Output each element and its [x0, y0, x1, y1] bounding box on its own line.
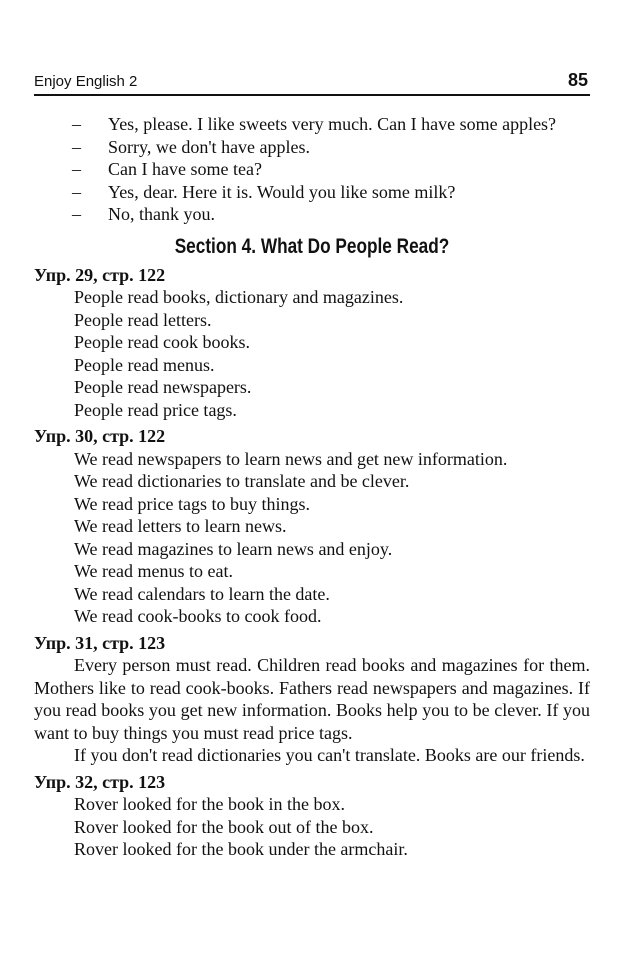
- dialogue-line: [34, 203, 590, 226]
- dialogue-text: No, thank you.: [108, 204, 215, 224]
- dialogue-dash: –: [72, 136, 81, 157]
- dialogue-text: Sorry, we don't have apples.: [108, 136, 311, 157]
- exercise-29-line: People read newspapers.: [74, 377, 252, 397]
- page-number: 85: [567, 70, 588, 90]
- exercise-29-line: People read books, dictionary and magazines.: [74, 287, 404, 307]
- exercise-31-paragraph: Every person must read. Children read books and magazines for them. Mothers like to read cook-books. Fathers read newspapers and magazines. If you read books you get new information. Books help you to be clever. If you want to buy things you must read price tags.: [34, 655, 590, 743]
- dialogue-line: [34, 158, 590, 181]
- exercise-30-heading: Упр. 30, стр. 122: [34, 426, 166, 446]
- dialogue-text: Yes, dear. Here it is. Would you like some milk?: [108, 181, 456, 202]
- exercise-31-paragraph: If you don't read dictionaries you can't translate. Books are our friends.: [74, 745, 585, 765]
- exercise-30-line: We read dictionaries to translate and be clever.: [74, 471, 410, 491]
- exercise-30-line: We read letters to learn news.: [74, 516, 287, 536]
- dialogue-dash: –: [72, 181, 81, 202]
- book-title: Enjoy English 2: [34, 73, 138, 90]
- exercise-29-heading: Упр. 29, стр. 122: [34, 264, 166, 285]
- dialogue-line: [34, 181, 590, 204]
- exercise-29-line: People read price tags.: [74, 399, 237, 420]
- dialogue-dash: –: [72, 114, 81, 134]
- dialogue: [34, 113, 590, 226]
- exercise-32-line: Rover looked for the book under the armchair.: [74, 839, 408, 859]
- page-header: [34, 66, 590, 96]
- dialogue-line: [34, 113, 590, 136]
- exercise-30-line: We read newspapers to learn news and get new information.: [74, 448, 508, 469]
- exercise-30-line: We read cook-books to cook food.: [74, 606, 322, 626]
- dialogue-dash: –: [72, 159, 81, 179]
- dialogue-text: Can I have some tea?: [108, 159, 262, 179]
- dialogue-line: [34, 136, 590, 159]
- exercise-30-line: We read price tags to buy things.: [74, 493, 310, 514]
- exercise-32-line: Rover looked for the book in the box.: [74, 794, 345, 814]
- exercise-32-line: Rover looked for the book out of the box.: [74, 816, 374, 837]
- section-title: Section 4. What Do People Read?: [174, 234, 450, 258]
- exercise-29-line: People read letters.: [74, 309, 212, 330]
- dialogue-text: Yes, please. I like sweets very much. Can I have some apples?: [108, 114, 557, 134]
- exercise-29-line: People read menus.: [74, 354, 215, 375]
- exercise-31-heading: Упр. 31, стр. 123: [34, 632, 166, 653]
- exercise-30-line: We read menus to eat.: [74, 561, 233, 581]
- dialogue-dash: –: [72, 204, 81, 224]
- exercise-30-line: We read magazines to learn news and enjoy.: [74, 538, 393, 559]
- exercise-29-line: People read cook books.: [74, 332, 250, 352]
- page-content: [34, 113, 590, 861]
- exercise-32-heading: Упр. 32, стр. 123: [34, 771, 166, 792]
- exercise-30-line: We read calendars to learn the date.: [74, 583, 330, 604]
